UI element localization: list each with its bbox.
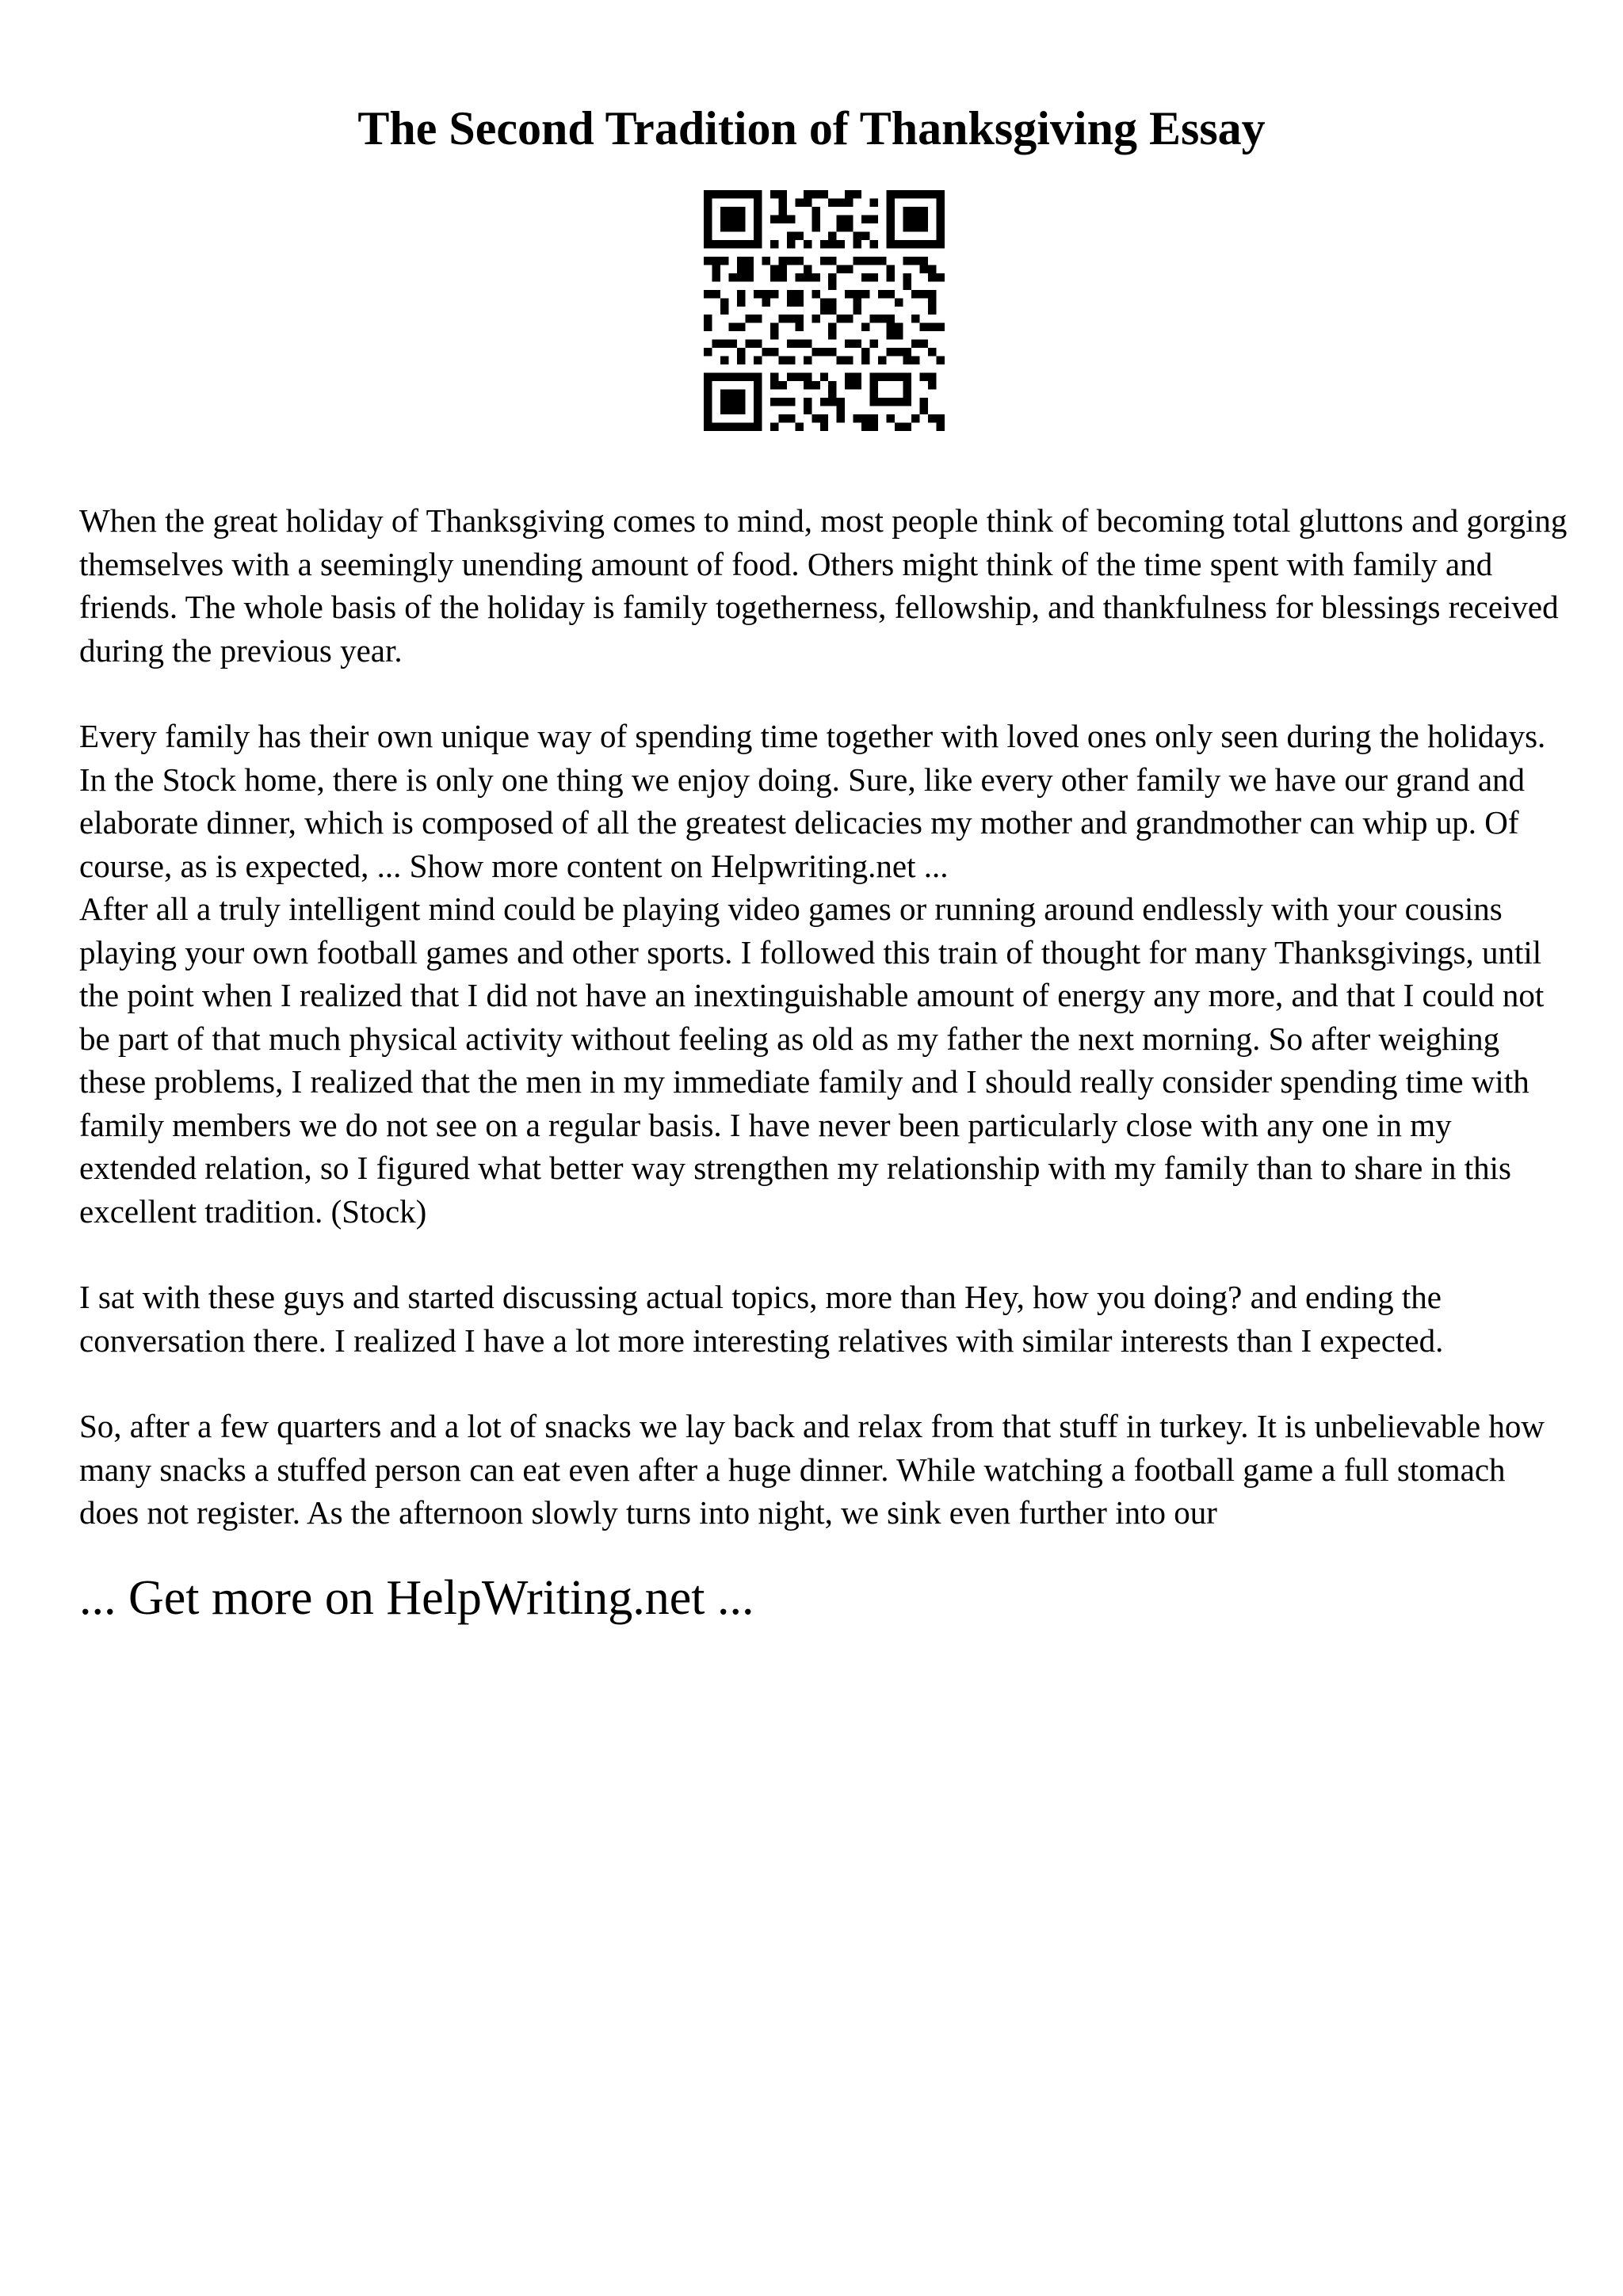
essay-paragraph-5: So, after a few quarters and a lot of snacks we lay back and relax from that stuff in turkey. It is unbelievable how many snacks a stuffed person can eat even after a huge dinner. While watching a football game a full stomach does not register. As the afternoon slowly turns into night, we sink even further into our [79, 1408, 1545, 1531]
essay-paragraph-3: After all a truly intelligent mind could be playing video games or running around endlessly with your cousins playing your own football games and other sports. I followed this train of thought for many Thanksgivings, until the point when I realized that I did not have an inextinguishable amount of energy any more, and that I could not be part of that much physical activity without feeling as old as my father the next morning. So after weighing these problems, I realized that the men in my immediate family and I should really consider spending time with family members we do not see on a regular basis. I have never been particularly close with any one in my extended relation, so I figured what better way strengthen my relationship with my family than to share in this excellent tradition. (Stock) [79, 891, 1545, 1230]
get-more-link[interactable]: ... Get more on HelpWriting.net ... [79, 1570, 754, 1625]
essay-paragraph-4: I sat with these guys and started discussing actual topics, more than Hey, how you doing? and ending the conversation there. I realized I have a lot more interesting relatives with similar interests than I expected. [79, 1279, 1444, 1359]
essay-paragraph-2: Every family has their own unique way of spending time together with loved ones only seen during the holidays. In the Stock home, there is only one thing we enjoy doing. Sure, like every other family we have our grand and elaborate dinner, which is composed of all the greatest delicacies my mother and grandmother can whip up. Of course, as is expected, ... Show more content on Helpwriting.net ... [79, 718, 1546, 884]
essay-paragraph-1: When the great holiday of Thanksgiving comes to mind, most people think of becoming total gluttons and gorging themselves with a seemingly unending amount of food. Others might think of the time spent with family and friends. The whole basis of the holiday is family togetherness, fellowship, and thankfulness for blessings received during the previous year. [79, 502, 1568, 669]
essay-body [79, 499, 1569, 1630]
paragraph-spacer [79, 1233, 1569, 1276]
document-title: The Second Tradition of Thanksgiving Essay [357, 102, 1266, 154]
paragraph-spacer [79, 1362, 1569, 1405]
paragraph-spacer [79, 672, 1569, 715]
cta-wrapper [79, 1566, 1569, 1630]
qr-code-icon [704, 190, 945, 431]
